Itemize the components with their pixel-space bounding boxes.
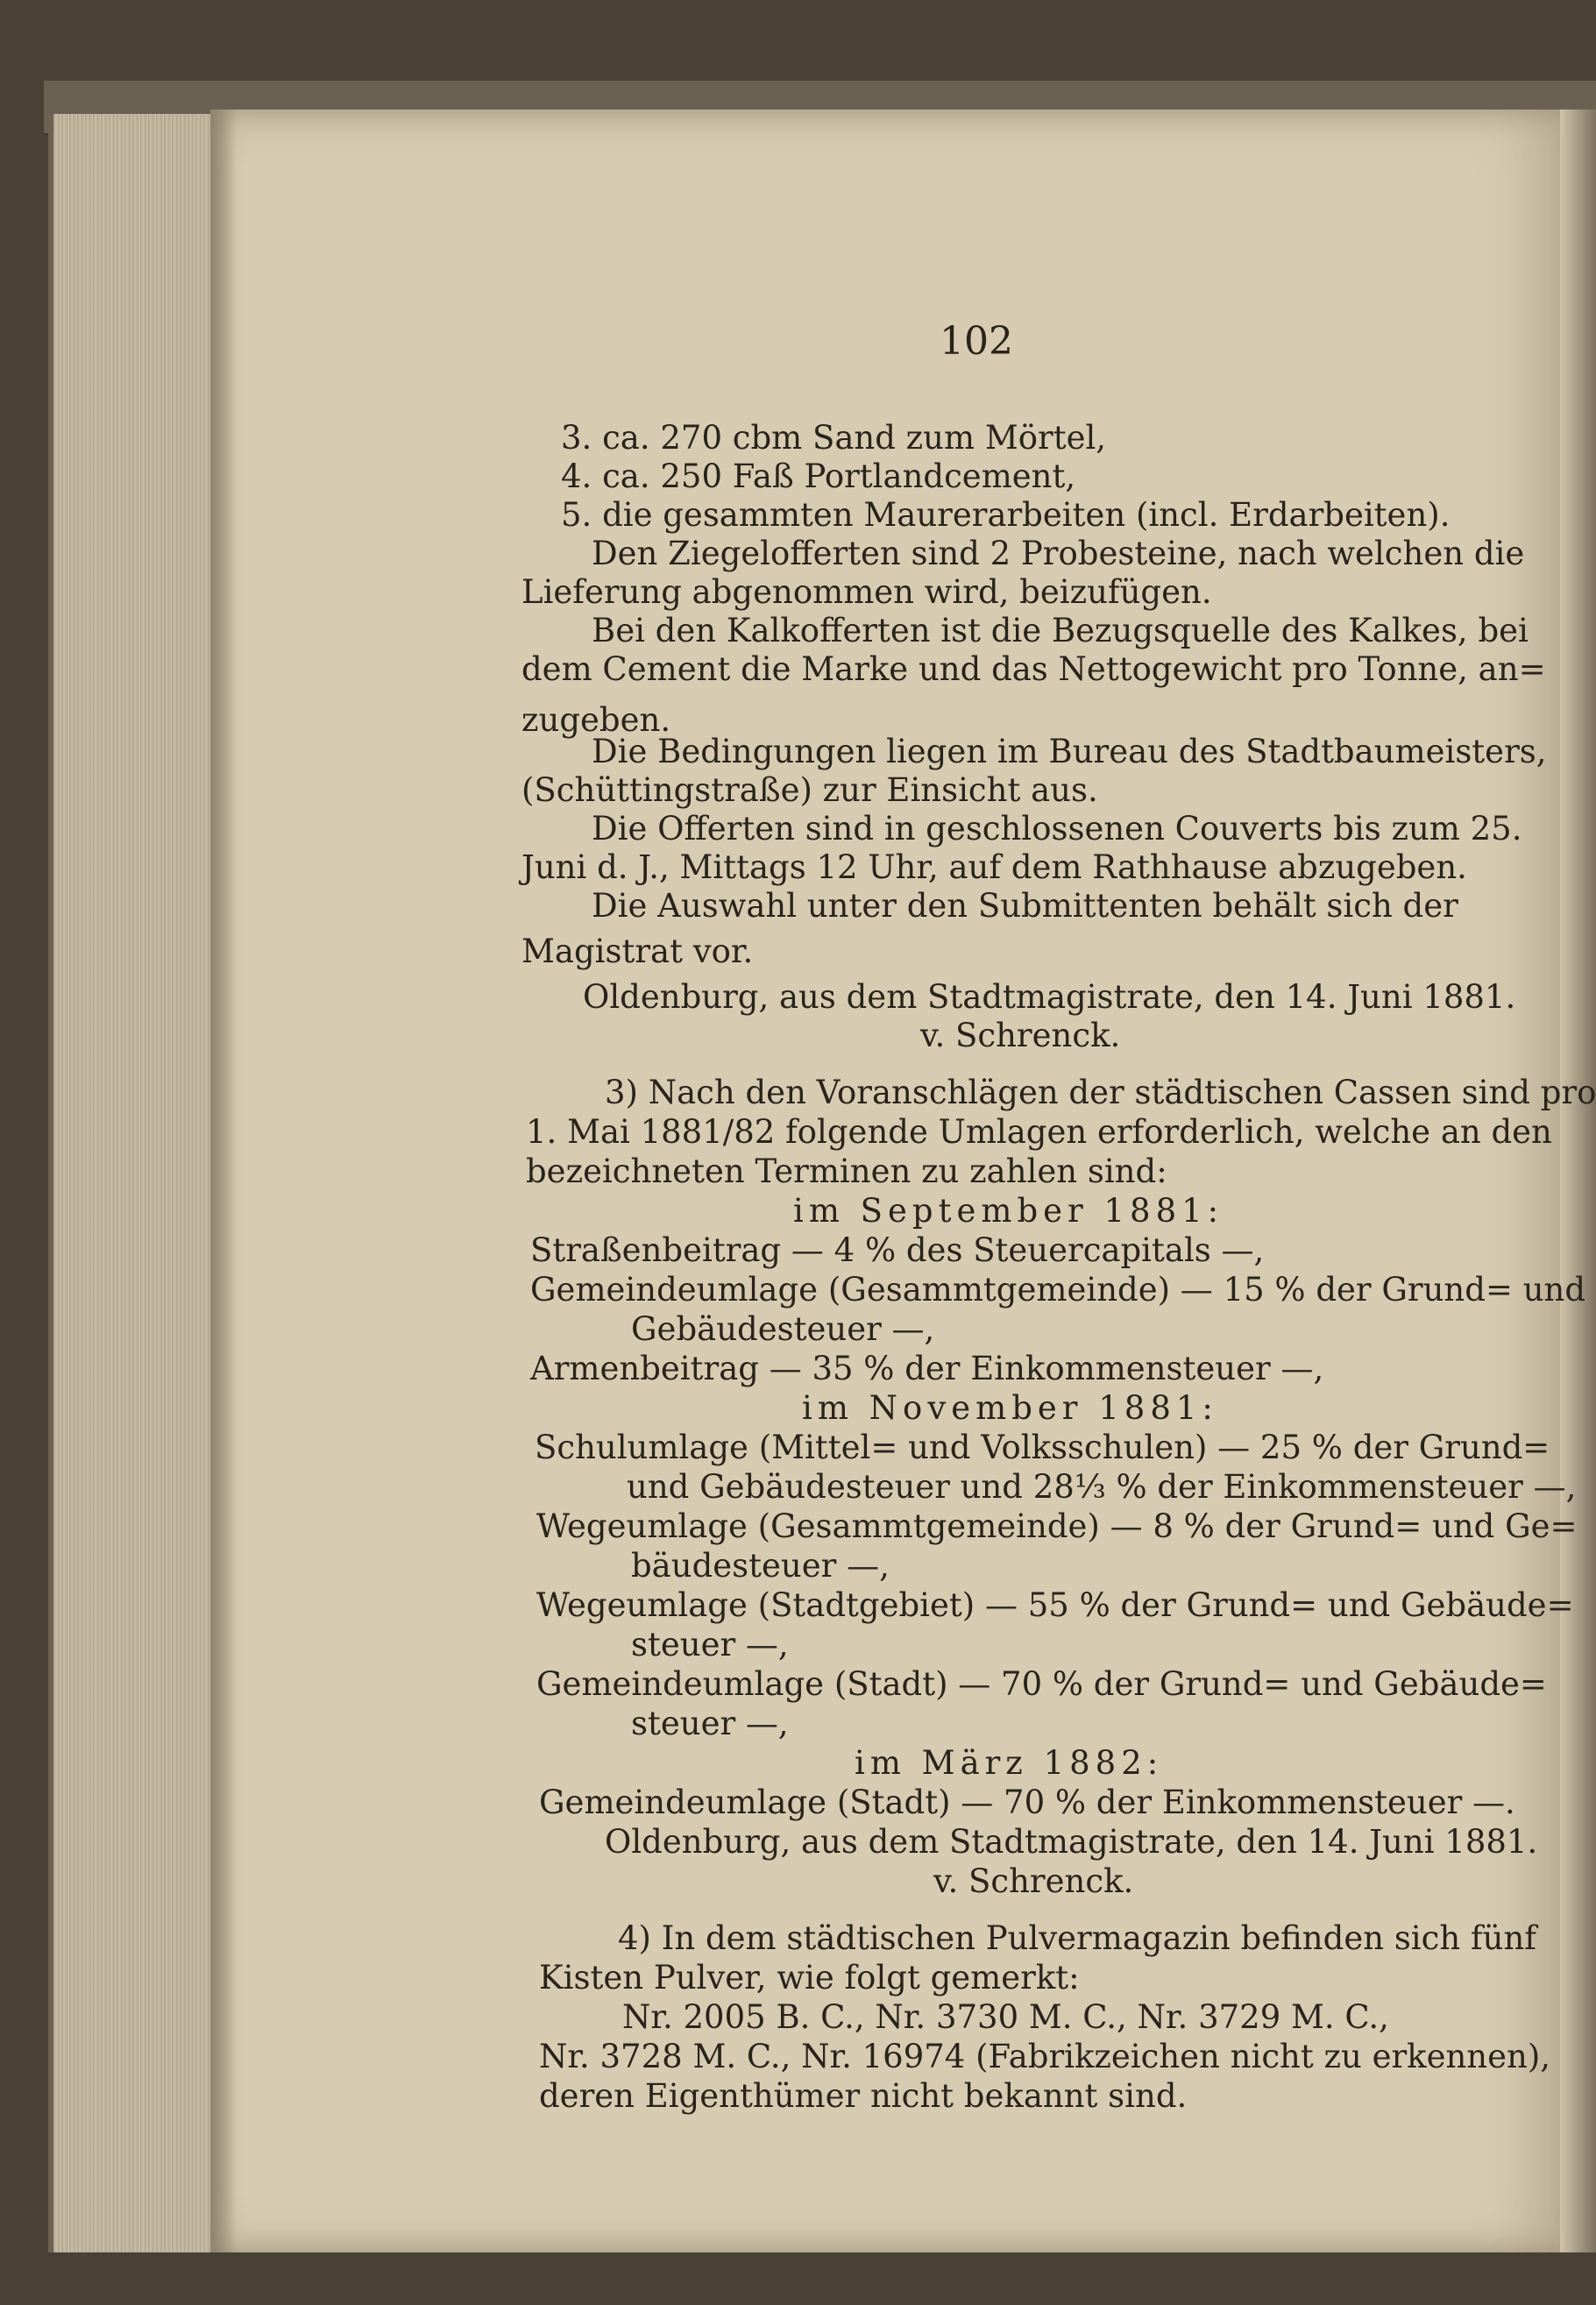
- text-line: Gemeindeumlage (Stadt) — 70 % der Einkommensteuer —.: [539, 1784, 1515, 1821]
- text-line: 1. Mai 1881/82 folgende Umlagen erforderlich, welche an den: [526, 1113, 1552, 1151]
- text-line: 4. ca. 250 Faß Portlandcement,: [561, 457, 1076, 495]
- text-line: 3. ca. 270 cbm Sand zum Mörtel,: [561, 419, 1107, 457]
- text-line: Nr. 3728 M. C., Nr. 16974 (Fabrikzeichen nicht zu erkennen),: [539, 2038, 1551, 2075]
- page-gutter-shadow: [210, 110, 237, 2252]
- text-line: Armenbeitrag — 35 % der Einkommensteuer —,: [530, 1350, 1324, 1387]
- text-line: Die Bedingungen liegen im Bureau des Stadtbaumeisters,: [592, 733, 1547, 770]
- text-line: Schulumlage (Mittel= und Volksschulen) — 25 % der Grund=: [535, 1429, 1550, 1466]
- text-line: steuer —,: [631, 1626, 789, 1663]
- text-line: Bei den Kalkofferten ist die Bezugsquelle des Kalkes, bei: [592, 612, 1529, 649]
- text-line: Wegeumlage (Stadtgebiet) — 55 % der Grund= und Gebäude=: [536, 1586, 1574, 1624]
- text-line: Straßenbeitrag — 4 % des Steuercapitals —,: [530, 1231, 1265, 1269]
- text-line: bezeichneten Terminen zu zahlen sind:: [526, 1152, 1167, 1190]
- text-line: Juni d. J., Mittags 12 Uhr, auf dem Rathhause abzugeben.: [521, 848, 1467, 886]
- text-line: Gebäudesteuer —,: [631, 1310, 935, 1348]
- signature-name: v. Schrenck.: [933, 1862, 1134, 1900]
- signature-name: v. Schrenck.: [920, 1017, 1121, 1054]
- section-heading: im September 1881:: [793, 1192, 1224, 1230]
- text-line: Magistrat vor.: [521, 933, 754, 970]
- signature-place-date: Oldenburg, aus dem Stadtmagistrate, den 14. Juni 1881.: [583, 978, 1516, 1016]
- text-line: Kisten Pulver, wie folgt gemerkt:: [539, 1959, 1080, 1996]
- text-line: 4) In dem städtischen Pulvermagazin befinden sich fünf: [618, 1919, 1536, 1957]
- text-line: Wegeumlage (Gesammtgemeinde) — 8 % der Grund= und Ge=: [536, 1507, 1578, 1545]
- text-line: Gemeindeumlage (Gesammtgemeinde) — 15 % der Grund= und: [530, 1271, 1586, 1309]
- page-right-edge: [1560, 110, 1596, 2252]
- text-line: zugeben.: [521, 701, 671, 739]
- text-line: 5. die gesammten Maurerarbeiten (incl. Erdarbeiten).: [561, 496, 1451, 534]
- text-line: steuer —,: [631, 1705, 789, 1742]
- text-line: Gemeindeumlage (Stadt) — 70 % der Grund= und Gebäude=: [536, 1665, 1547, 1703]
- text-line: und Gebäudesteuer und 28⅓ % der Einkommensteuer —,: [627, 1468, 1577, 1506]
- text-line: (Schüttingstraße) zur Einsicht aus.: [521, 771, 1098, 809]
- text-line: Lieferung abgenommen wird, beizufügen.: [521, 573, 1212, 611]
- text-line: Die Auswahl unter den Submittenten behält sich der: [592, 887, 1458, 925]
- text-line: 3) Nach den Voranschlägen der städtischen Cassen sind pro: [605, 1074, 1596, 1111]
- text-line: Den Ziegelofferten sind 2 Probesteine, nach welchen die: [592, 535, 1525, 572]
- text-line: deren Eigenthümer nicht bekannt sind.: [539, 2077, 1188, 2115]
- text-line: dem Cement die Marke und das Nettogewicht pro Tonne, an=: [521, 650, 1546, 688]
- signature-place-date: Oldenburg, aus dem Stadtmagistrate, den 14. Juni 1881.: [605, 1823, 1538, 1861]
- text-line: Nr. 2005 B. C., Nr. 3730 M. C., Nr. 3729 M. C.,: [622, 1998, 1389, 2036]
- text-line: Die Offerten sind in geschlossenen Couverts bis zum 25.: [592, 810, 1522, 848]
- page-stack-edges: [48, 114, 233, 2252]
- section-heading: im März 1882:: [855, 1744, 1164, 1782]
- section-heading: im November 1881:: [802, 1389, 1218, 1427]
- text-line: bäudesteuer —,: [631, 1547, 890, 1585]
- page-number: 102: [940, 319, 1013, 364]
